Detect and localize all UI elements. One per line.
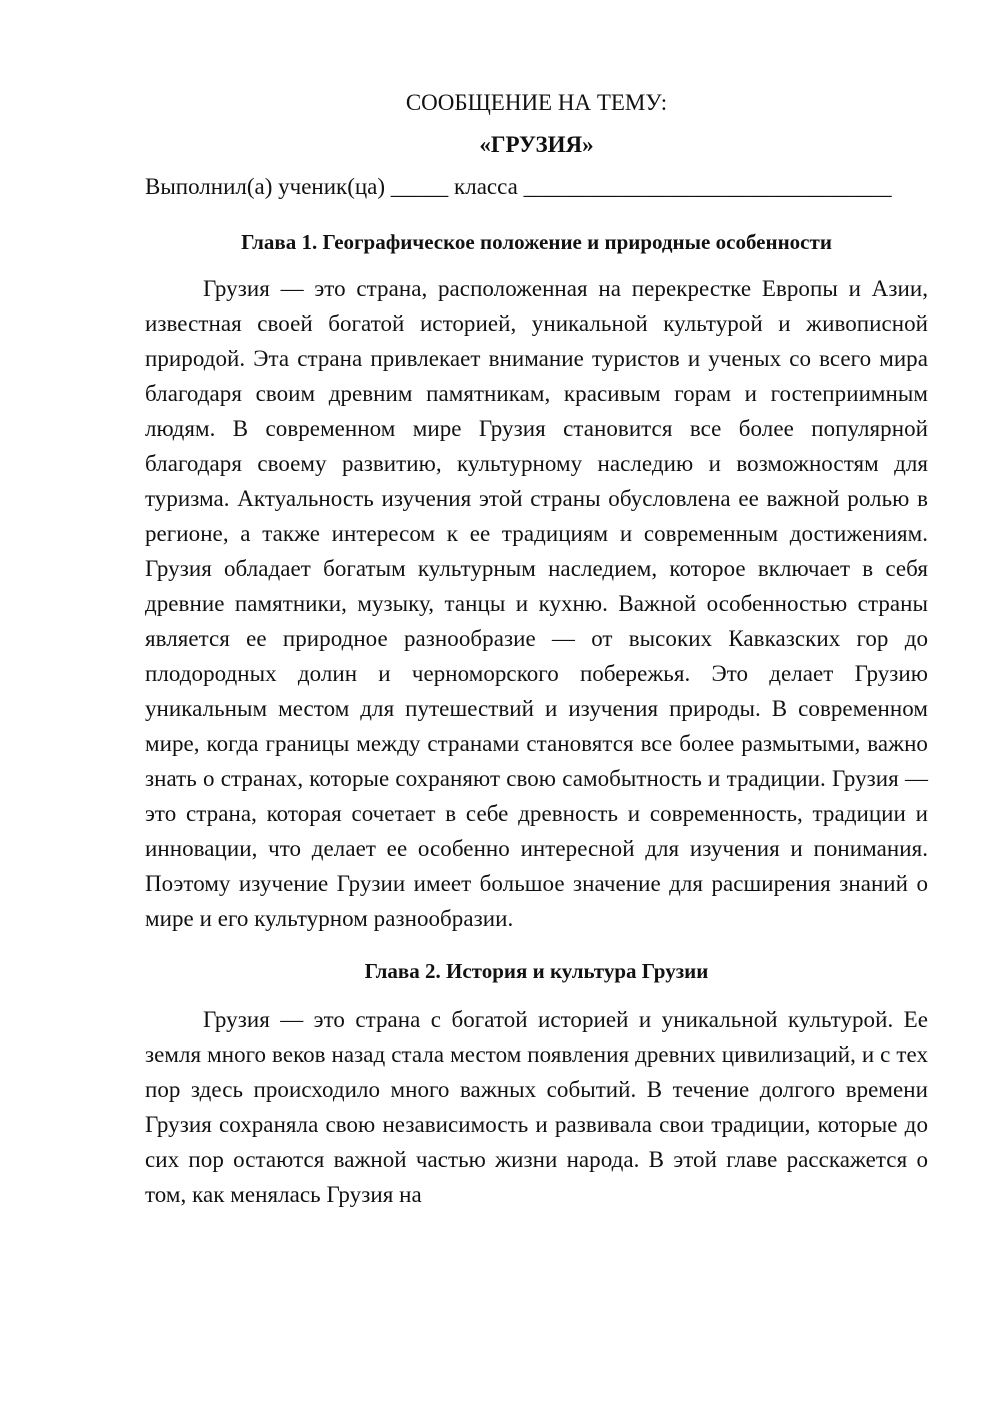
chapter-2-heading: Глава 2. История и культура Грузии <box>364 959 709 983</box>
author-line: Выполнил(а) ученик(ца) _____ класса ________________________________ <box>145 174 892 199</box>
chapter-1-paragraph: Грузия — это страна, расположенная на перекрестке Европы и Азии, известная своей богатой историей, уникальной культурой и живописной природой. Эта страна привлекает внимание туристов и ученых со всего мира благодаря своим древним памятникам, красивым горам и гостеприимным людям. В современном мире Грузия становится все более популярной благодаря своему развитию, культурному наследию и возможностям для туризма. Актуальность изучения этой страны обусловлена ее важной ролью в регионе, а также интересом к ее традициям и современным достижениям. Грузия обладает богатым культурным наследием, которое включает в себя древние памятники, музыку, танцы и кухню. Важной особенностью страны является ее природное разнообразие — от высоких Кавказских гор до плодородных долин и черноморского побережья. Это делает Грузию уникальным местом для путешествий и изучения природы. В современном мире, когда границы между странами становятся все более размытыми, важно знать о странах, которые сохраняют свою самобытность и традиции. Грузия — это страна, которая сочетает в себе древность и современность, традиции и инновации, что делает ее особенно интересной для изучения и понимания. Поэтому изучение Грузии имеет большое значение для расширения знаний о мире и его культурном разнообразии. <box>145 276 928 931</box>
chapter-2-paragraph: Грузия — это страна с богатой историей и уникальной культурой. Ее земля много веков назад стала местом появления древних цивилизаций, и с тех пор здесь происходило много важных событий. В течение долгого времени Грузия сохраняла свою независимость и развивала свои традиции, которые до сих пор остаются важной частью жизни народа. В этой главе расскажется о том, как менялась Грузия на <box>145 1007 928 1207</box>
document-page <box>145 88 928 1212</box>
chapter-1-heading: Глава 1. Географическое положение и природные особенности <box>241 230 832 254</box>
document-subtitle: «ГРУЗИЯ» <box>479 132 594 157</box>
document-title: СООБЩЕНИЕ НА ТЕМУ: <box>405 90 668 115</box>
